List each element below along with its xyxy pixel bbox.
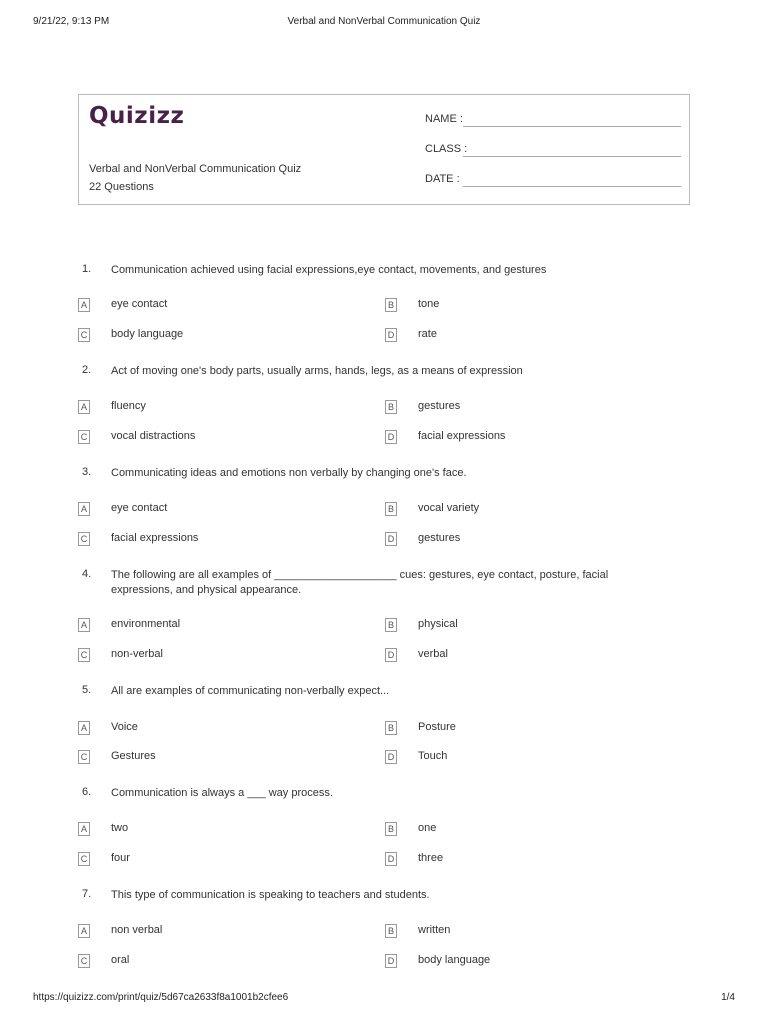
question-number: 2. <box>82 364 92 376</box>
quiz-title: Verbal and NonVerbal Communication Quiz <box>89 163 302 175</box>
option-letter-box: C <box>78 750 90 764</box>
question-number: 4. <box>82 568 92 580</box>
question-number: 6. <box>82 786 92 798</box>
class-label: CLASS : <box>425 143 468 155</box>
print-header <box>0 16 768 32</box>
question-number: 7. <box>82 888 92 900</box>
option-text: gestures <box>418 400 461 412</box>
option-text: written <box>418 924 451 936</box>
option-text: verbal <box>418 648 448 660</box>
question-text: Act of moving one's body parts, usually arms, hands, legs, as a means of expression <box>111 365 523 377</box>
print-footer <box>0 992 768 1008</box>
name-label: NAME : <box>425 113 463 125</box>
option-letter-box: B <box>385 618 397 632</box>
date-line <box>463 186 681 187</box>
option-text: oral <box>111 954 130 966</box>
option-text: Posture <box>418 721 456 733</box>
option-letter-box: C <box>78 328 90 342</box>
option-text: environmental <box>111 618 181 630</box>
option-letter-box: B <box>385 298 397 312</box>
option-letter-box: C <box>78 648 90 662</box>
option-letter-box: A <box>78 822 90 836</box>
option-text: one <box>418 822 437 834</box>
date-field <box>425 173 460 185</box>
option-text: Gestures <box>111 750 156 762</box>
question-text: Communication is always a ___ way process. <box>111 787 333 799</box>
quizizz-logo: Quizizz <box>89 103 185 129</box>
option-letter-box: A <box>78 298 90 312</box>
option-letter-box: A <box>78 618 90 632</box>
option-letter-box: D <box>385 852 397 866</box>
option-letter-box: B <box>385 822 397 836</box>
option-letter-box: D <box>385 328 397 342</box>
option-letter-box: A <box>78 924 90 938</box>
question-number: 5. <box>82 684 92 696</box>
option-text: two <box>111 822 129 834</box>
page-number: 1/4 <box>721 992 735 1003</box>
question-number: 3. <box>82 466 92 478</box>
question-count: 22 Questions <box>89 181 154 193</box>
class-line <box>463 156 681 157</box>
option-text: non verbal <box>111 924 163 936</box>
question-text: This type of communication is speaking to teachers and students. <box>111 889 430 901</box>
question-text: The following are all examples of ____________________ cues: gestures, eye contact, posture, facial expressions, and physical appearance. <box>111 569 609 596</box>
print-url: https://quizizz.com/print/quiz/5d67ca2633f8a1001b2cfee6 <box>33 992 289 1003</box>
name-line <box>463 126 681 127</box>
name-field <box>425 113 463 125</box>
option-text: body language <box>111 328 184 340</box>
option-text: tone <box>418 298 440 310</box>
option-text: four <box>111 852 130 864</box>
option-text: non-verbal <box>111 648 163 660</box>
option-text: eye contact <box>111 502 168 514</box>
question-text: All are examples of communicating non-verbally expect... <box>111 685 390 697</box>
print-title: Verbal and NonVerbal Communication Quiz <box>287 16 481 27</box>
option-letter-box: D <box>385 750 397 764</box>
option-letter-box: B <box>385 721 397 735</box>
option-text: facial expressions <box>111 532 199 544</box>
option-letter-box: C <box>78 954 90 968</box>
class-field <box>425 143 467 155</box>
question-number: 1. <box>82 263 92 275</box>
option-text: rate <box>418 328 437 340</box>
option-letter-box: C <box>78 430 90 444</box>
option-letter-box: B <box>385 924 397 938</box>
question-text: Communicating ideas and emotions non verbally by changing one's face. <box>111 467 467 479</box>
option-text: three <box>418 852 444 864</box>
option-text: Touch <box>418 750 448 762</box>
option-text: fluency <box>111 400 146 412</box>
option-letter-box: D <box>385 430 397 444</box>
question-text: Communication achieved using facial expressions,eye contact, movements, and gestures <box>111 264 547 276</box>
option-text: Voice <box>111 721 138 733</box>
option-text: vocal variety <box>418 502 480 514</box>
option-letter-box: A <box>78 721 90 735</box>
option-text: vocal distractions <box>111 430 196 442</box>
option-letter-box: D <box>385 648 397 662</box>
option-text: eye contact <box>111 298 168 310</box>
option-text: facial expressions <box>418 430 506 442</box>
option-letter-box: A <box>78 400 90 414</box>
option-text: physical <box>418 618 458 630</box>
option-letter-box: B <box>385 400 397 414</box>
date-label: DATE : <box>425 173 460 185</box>
quiz-header-box <box>78 94 690 205</box>
option-letter-box: C <box>78 532 90 546</box>
option-letter-box: B <box>385 502 397 516</box>
option-letter-box: D <box>385 954 397 968</box>
option-letter-box: D <box>385 532 397 546</box>
option-letter-box: C <box>78 852 90 866</box>
print-date: 9/21/22, 9:13 PM <box>33 16 110 27</box>
option-text: body language <box>418 954 491 966</box>
option-text: gestures <box>418 532 461 544</box>
option-letter-box: A <box>78 502 90 516</box>
